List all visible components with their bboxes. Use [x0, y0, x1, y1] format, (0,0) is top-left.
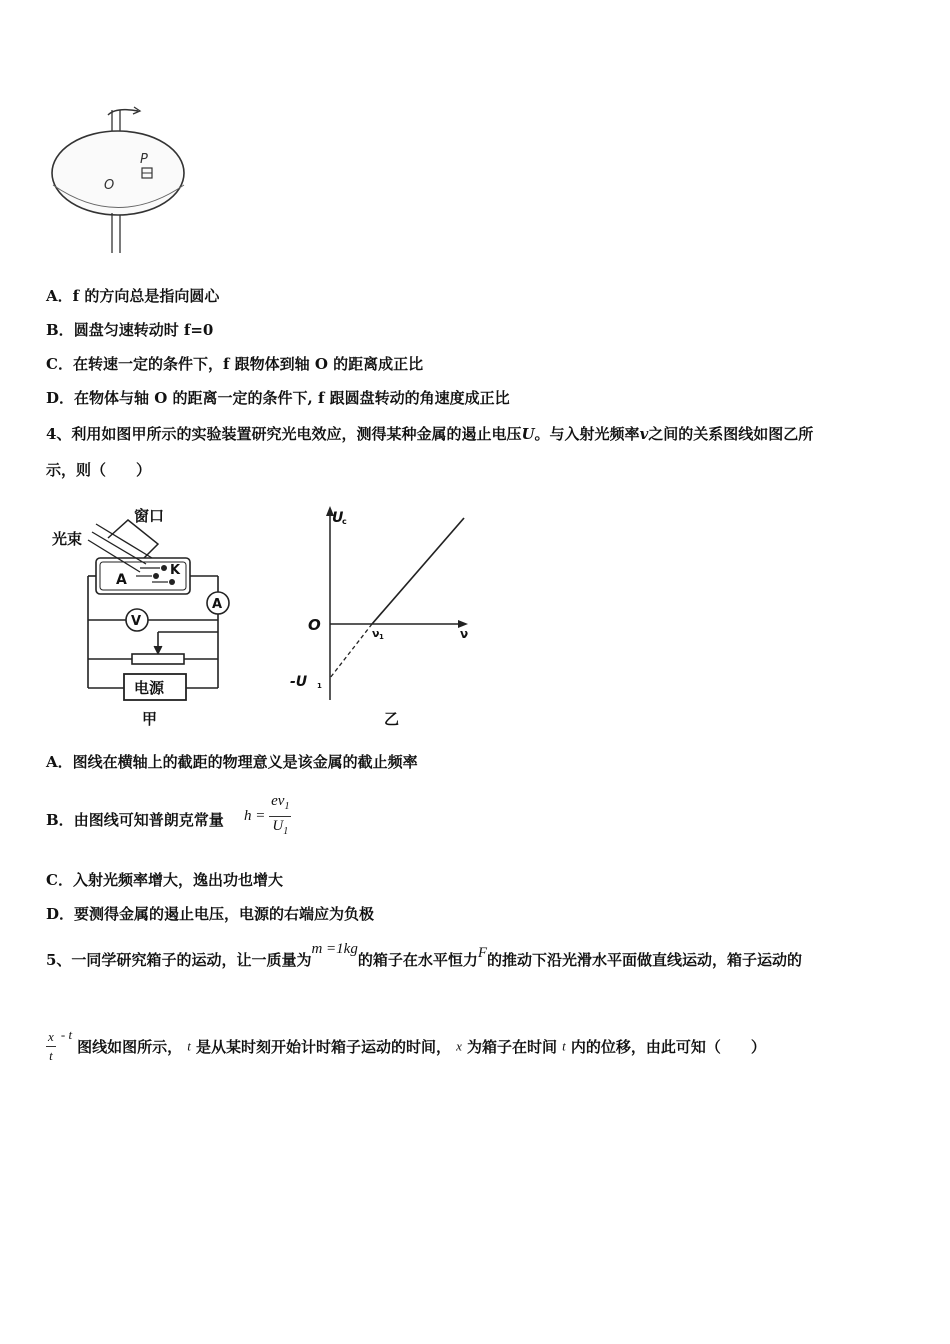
circuit-caption: 甲: [142, 710, 158, 728]
label-p: P: [140, 152, 148, 167]
label-o: O: [104, 178, 115, 193]
v1-label: ν: [372, 627, 380, 640]
neg-u-label: -U: [290, 674, 308, 690]
q4-stem-line2: 示，则（ ）: [46, 461, 152, 479]
voltmeter-label: V: [131, 614, 142, 629]
q3-option-c: C．在转速一定的条件下，f 跟物体到轴 O 的距离成正比: [46, 355, 424, 373]
y-axis-sub: c: [342, 517, 347, 526]
y-axis-label: U: [332, 510, 344, 526]
q3-option-d: D．在物体与轴 O 的距离一定的条件下, f 跟圆盘转动的角速度成正比: [46, 389, 510, 407]
q3-option-a: A．f 的方向总是指向圆心: [46, 287, 220, 305]
beam-label: 光束: [52, 530, 83, 548]
window-label: 窗口: [134, 507, 165, 525]
q4-option-c: C．入射光频率增大，逸出功也增大: [46, 871, 283, 889]
q4-option-a: A．图线在横轴上的截距的物理意义是该金属的截止频率: [46, 753, 418, 771]
photoelectric-circuit-figure: [48, 502, 248, 730]
q4-stem-line1: 4、利用如图甲所示的实验装置研究光电效应，测得某种金属的遏止电压U。与入射光频率v之间的关系图线如图乙所: [46, 425, 814, 443]
x-axis-label: ν: [460, 627, 469, 641]
x-over-t-fraction: $\frac{x}{t}$: [48, 1029, 54, 1063]
neg-u-sub: 1: [317, 682, 322, 690]
power-label: 电源: [134, 679, 165, 697]
q5-stem-line1: 5、一同学研究箱子的运动，让一质量为m =1kg的箱子在水平恒力F的推动下沿光滑水平面做直线运动，箱子运动的: [46, 941, 803, 969]
graph-caption: 乙: [384, 710, 400, 728]
ammeter-label: A: [212, 597, 223, 612]
rotating-disk-figure: [50, 105, 190, 255]
q4-option-b: B．由图线可知普朗克常量: [46, 811, 224, 829]
q3-option-b: B．圆盘匀速转动时 f=0: [46, 321, 214, 339]
planck-formula: h = $\frac{ev_1}{U_1}$: [244, 793, 290, 837]
v1-sub: 1: [379, 633, 384, 641]
origin-label: O: [308, 616, 321, 634]
q5-stem-line2: $\frac{x}{t}$ $^{- t}$ 图线如图所示， t 是从某时刻开始计时箱子运动的时间， x 为箱子在时间 t 内的位移，由此可知（ ）: [48, 1027, 766, 1063]
anode-label: A: [116, 572, 127, 588]
cathode-label: K: [170, 563, 181, 578]
q4-option-d: D．要测得金属的遏止电压，电源的右端应为负极: [46, 905, 375, 923]
stopping-voltage-graph: [286, 502, 476, 730]
